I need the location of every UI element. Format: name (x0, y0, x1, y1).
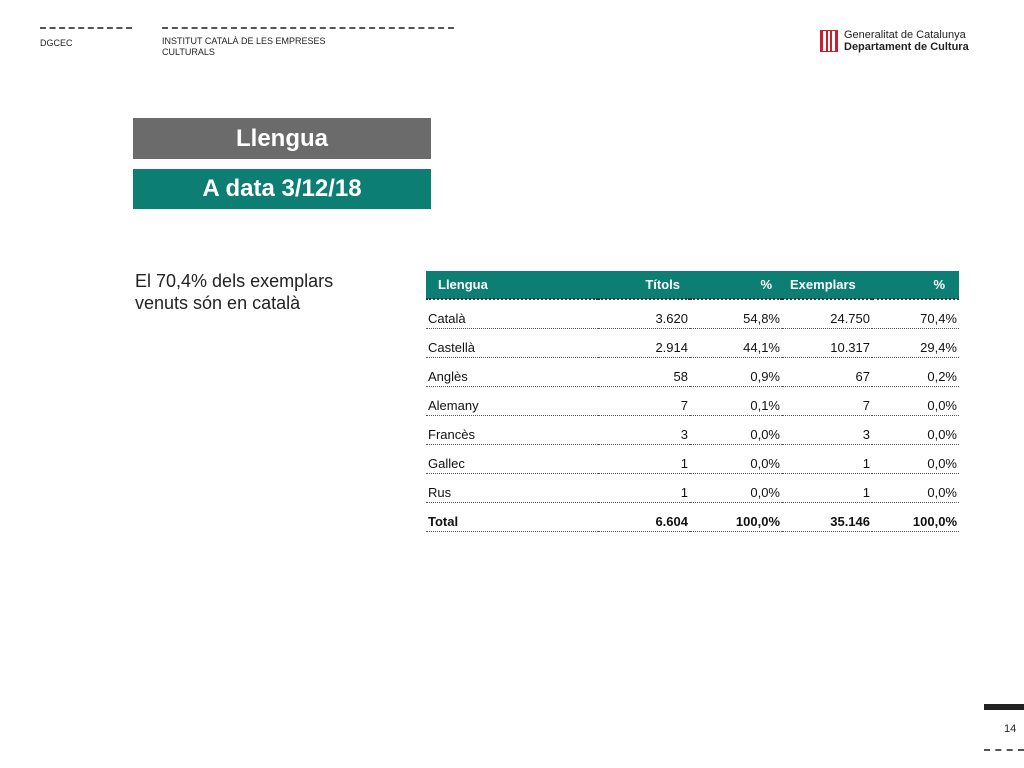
cell-titols-pct: 54,8% (690, 299, 782, 329)
total-exemplars-pct: 100,0% (872, 503, 959, 532)
header-institute-line1: INSTITUT CATALÀ DE LES EMPRESES (162, 36, 326, 46)
cell-exemplars-pct: 70,4% (872, 299, 959, 329)
cell-language: Francès (426, 416, 598, 445)
table-row (426, 329, 959, 358)
cell-titols-pct: 44,1% (690, 329, 782, 358)
header-exemplars-pct: % (872, 271, 959, 299)
cell-exemplars: 10.317 (782, 329, 872, 358)
cell-language: Anglès (426, 358, 598, 387)
header-institute-label (162, 36, 326, 58)
cell-language: Català (426, 299, 598, 329)
cell-exemplars: 7 (782, 387, 872, 416)
header-llengua: Llengua (426, 271, 598, 299)
language-sales-table (426, 271, 959, 532)
total-label: Total (426, 503, 598, 532)
intro-statement: El 70,4% dels exemplars venuts són en català (135, 271, 334, 313)
header-dgcec-label: DGCEC (40, 38, 73, 48)
footer-accent-bar (984, 704, 1024, 710)
cell-exemplars: 1 (782, 445, 872, 474)
table-row (426, 358, 959, 387)
cell-language: Castellà (426, 329, 598, 358)
cell-language: Rus (426, 474, 598, 503)
cell-exemplars-pct: 29,4% (872, 329, 959, 358)
cell-exemplars-pct: 0,2% (872, 358, 959, 387)
slide-date-banner: A data 3/12/18 (133, 169, 431, 209)
total-titols: 6.604 (598, 503, 690, 532)
total-titols-pct: 100,0% (690, 503, 782, 532)
table-header-row (426, 271, 959, 299)
cell-titols-pct: 0,0% (690, 416, 782, 445)
cell-titols: 7 (598, 387, 690, 416)
table-row (426, 416, 959, 445)
header-titols: Títols (598, 271, 690, 299)
cell-titols: 58 (598, 358, 690, 387)
cell-exemplars: 67 (782, 358, 872, 387)
header-divider-left (40, 27, 132, 29)
cell-language: Gallec (426, 445, 598, 474)
table-row (426, 387, 959, 416)
cell-titols: 2.914 (598, 329, 690, 358)
cell-exemplars: 24.750 (782, 299, 872, 329)
cell-titols-pct: 0,0% (690, 474, 782, 503)
logo-line2: Departament de Cultura (844, 41, 969, 53)
page-number: 14 (1004, 723, 1017, 735)
cell-titols-pct: 0,0% (690, 445, 782, 474)
slide-title: Llengua (133, 118, 431, 159)
cell-exemplars-pct: 0,0% (872, 416, 959, 445)
cell-titols: 3.620 (598, 299, 690, 329)
header-exemplars: Exemplars (782, 271, 872, 299)
table-row (426, 299, 959, 329)
generalitat-logo (820, 29, 969, 53)
logo-line1: Generalitat de Catalunya (844, 29, 966, 41)
cell-titols: 3 (598, 416, 690, 445)
cell-exemplars: 3 (782, 416, 872, 445)
cell-exemplars-pct: 0,0% (872, 474, 959, 503)
cell-titols: 1 (598, 474, 690, 503)
cell-exemplars: 1 (782, 474, 872, 503)
cell-titols: 1 (598, 445, 690, 474)
cell-language: Alemany (426, 387, 598, 416)
table-total-row (426, 503, 959, 532)
table-row (426, 474, 959, 503)
cell-exemplars-pct: 0,0% (872, 445, 959, 474)
total-exemplars: 35.146 (782, 503, 872, 532)
header-institute-line2: CULTURALS (162, 47, 215, 57)
cell-exemplars-pct: 0,0% (872, 387, 959, 416)
header-divider-middle (162, 27, 454, 29)
logo-text (844, 29, 969, 53)
cell-titols-pct: 0,1% (690, 387, 782, 416)
header-titols-pct: % (690, 271, 782, 299)
senyera-icon (820, 30, 838, 52)
cell-titols-pct: 0,9% (690, 358, 782, 387)
table-row (426, 445, 959, 474)
footer-divider (984, 749, 1024, 751)
